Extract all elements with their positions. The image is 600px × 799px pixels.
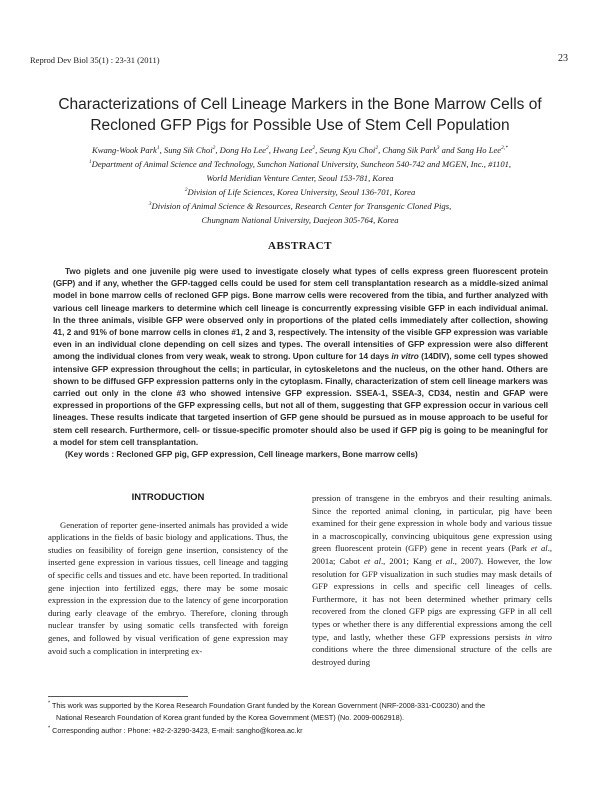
author-block [60, 143, 540, 227]
title-line-1: Characterizations of Cell Lineage Markers in the Bone Marrow Cells of [58, 96, 542, 113]
introduction-paragraph-right: pression of transgene in the embryos and their resulting animals. Since the reported animal cloning, in particular, pig have been examined for their gene expression in whole body and various tissue in a macroscopically, convincing ubiquitous gene expression using green fluorescent protein (GFP) gene in recent years (Park et al., 2001a; Cabot et al., 2001; Kang et al., 2007). However, the low resolution for GFP visualization in such studies may mask details of GFP expressions in cells and specific cell lineages of cells. Furthermore, it has not been determined whether primary cells recovered from the cloned GFP pigs are expressing GFP in all cell types or whether there is any differential expressions among the cell type, and lastly, whether these GFP expressions persists in vitro conditions where the three dimensional structure of the cells are destroyed during [312, 493, 552, 667]
abstract-paragraph: Two piglets and one juvenile pig were used to investigate closely what types of cells express green fluorescent protein (GFP) and if any, whether the GFP-tagged cells could be used for stem cell transplantation research as a middle-sized animal model in bone marrow cells of recloned GFP pigs. Bone marrow cells were recovered from the tibia, and further analyzed with various cell lineage markers to determine which cell lineage is concurrently expressing visible GFP in each individual animal. In the three animals, visible GFP were observed only in proportions of the plated cells immediately after collection, showing 41, 2 and 91% of bone marrow cells in clones #1, 2 and 3, respectively. The intensity of the visible GFP expression was variable even in an individual clone depending on cell sizes and types. The overall intensities of GFP expression were also different among the individual clones from very weak, weak to strong. Upon culture for 14 days in vitro (14DIV), some cell types showed intensive GFP expression throughout the cells; in particular, in cytoskeletons and the nucleus, on the other hand. Others are shown to be diffused GFP expression patterns only in the cytoplasm. Finally, characterization of stem cell lineage markers was carried out only in the clone #3 who showed intensive GFP expression. SSEA-1, SSEA-3, CD34, nestin and GFAP were expressed in proportions of the GFP expressing cells, but not all of them, suggesting that GFP expression occur in various cell lineages. These results indicate that targeted insertion of GFP gene should be pursued as in mouse approach to be useful for stem cell research. Furthermore, cell- or tissue-specific promoter should also be used if GFP pig is going to be meaningful for a model for stem cell transplantation. [53, 267, 548, 447]
page-number: 23 [558, 53, 568, 64]
title-line-2: Recloned GFP Pigs for Possible Use of Stem Cell Population [90, 117, 510, 134]
left-column [48, 492, 288, 657]
footnote-funding-cont: National Research Foundation of Korea grant funded by the Korea Government (MEST) (No. 2009-0062918). [56, 713, 404, 723]
author-list: Kwang-Wook Park$^1$, Sung Sik Choi$^2$, Dong Ho Lee$^2$, Hwang Lee$^2$, Seung Kyu Choi$^2$, Chang Sik Park$^3$ and Sang Ho Lee$^{2,*}$ [92, 145, 508, 155]
introduction-heading: INTRODUCTION [131, 492, 205, 503]
affiliation-1: $^1$Department of Animal Science and Technology, Sunchon National University, Suncheon 540-742 and MGEN, Inc., #1101, [88, 159, 512, 169]
footnote-funding: * This work was supported by the Korea Research Foundation Grant funded by the Korean Government (NRF-2008-331-C00230) and the [48, 700, 486, 710]
abstract-heading: ABSTRACT [268, 240, 332, 252]
introduction-paragraph-left: Generation of reporter gene-inserted animals has provided a wide applications in the fields of basic biology and applications. Thus, the studies on feasibility of foreign gene insertion, consistency of the inserted gene expression in various tissues, cell lineage and tagging of specific cells and tissues and etc. have been reported. In traditional gene injection into fertilized eggs, there may be some mosaic expression in the expression due to the latency of gene incorporation during early cleavage of the embryo. Therefore, cloning through nuclear transfer by using somatic cells transfected with foreign genes, and followed by visual verification of gene expression may avoid such a complication in interpreting ex- [48, 519, 288, 656]
affiliation-1-cont: World Meridian Venture Center, Seoul 153-781, Korea [206, 173, 394, 183]
abstract-body [53, 266, 548, 461]
affiliation-3: $^3$Division of Animal Science & Resources, Research Center for Transgenic Cloned Pigs, [148, 201, 452, 211]
footnote-corresponding: * Corresponding author : Phone: +82-2-3290-3423, E-mail: sangho@korea.ac.kr [48, 725, 303, 735]
footnote-divider [48, 696, 188, 697]
right-column [312, 492, 552, 668]
affiliation-2: $^2$Division of Life Sciences, Korea University, Seoul 136-701, Korea [184, 187, 416, 197]
journal-citation: Reprod Dev Biol 35(1) : 23-31 (2011) [30, 55, 160, 65]
affiliation-3-cont: Chungnam National University, Daejeon 305-764, Korea [201, 215, 399, 225]
keywords: (Key words : Recloned GFP pig, GFP expression, Cell lineage markers, Bone marrow cells) [65, 450, 418, 460]
footnotes [48, 700, 553, 737]
paper-title [40, 94, 560, 136]
